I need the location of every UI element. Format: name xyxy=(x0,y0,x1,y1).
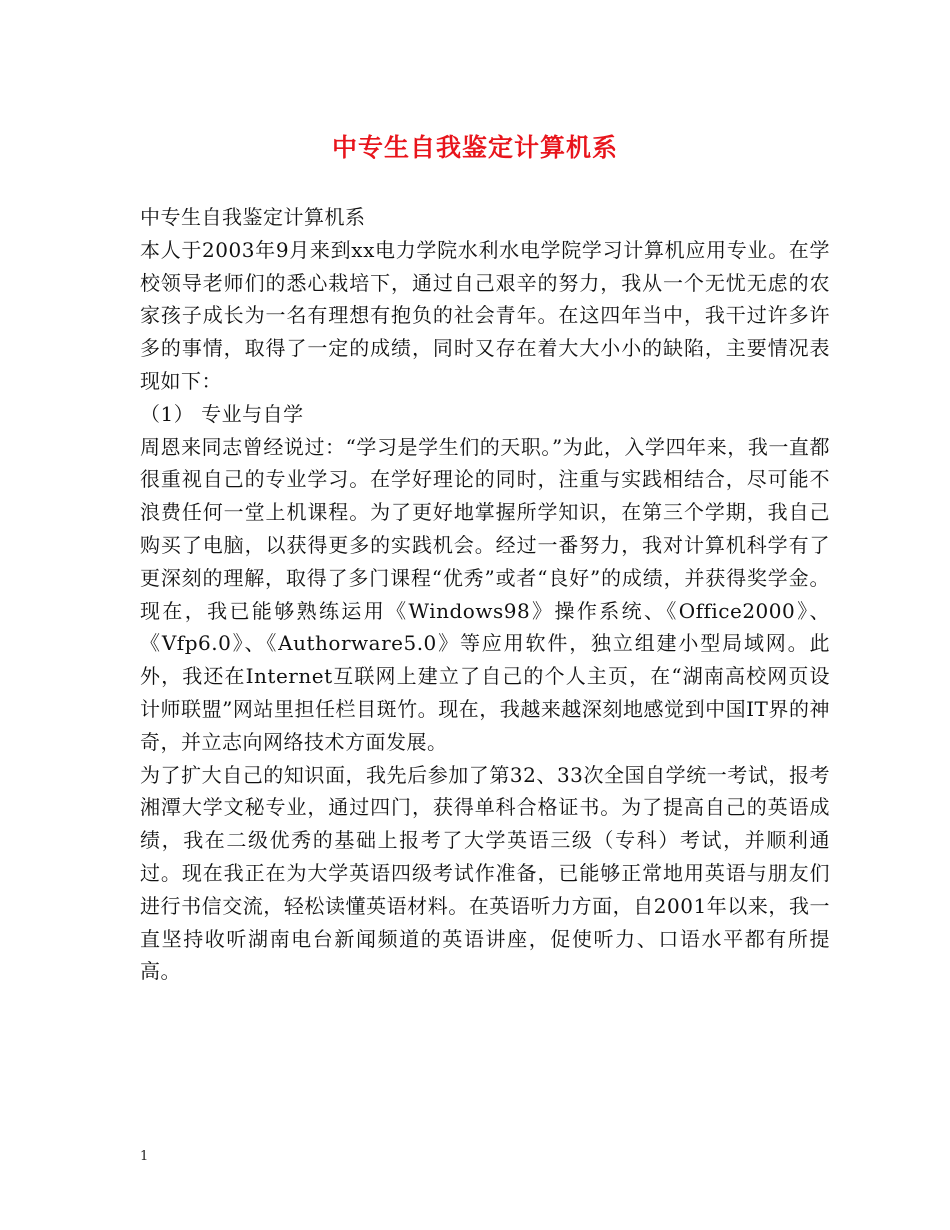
page-number: 1 xyxy=(140,1149,149,1164)
paragraph-intro: 本人于2003年9月来到xx电力学院水利水电学院学习计算机应用专业。在学校领导老师们的悉心栽培下，通过自己艰辛的努力，我从一个无忧无虑的农家孩子成长为一名有理想有抱负的社会青年。在这四年当中，我干过许多许多的事情，取得了一定的成绩，同时又存在着大大小小的缺陷，主要情况表现如下： xyxy=(140,237,830,393)
paragraph-major-study: 周恩来同志曾经说过：“学习是学生们的天职。”为此，入学四年来，我一直都很重视自己的专业学习。在学好理论的同时，注重与实践相结合，尽可能不浪费任何一堂上机课程。为了更好地掌握所学知识，在第三个学期，我自己购买了电脑，以获得更多的实践机会。经过一番努力，我对计算机科学有了更深刻的理解，取得了多门课程“优秀”或者“良好”的成绩，并获得奖学金。现在，我已能够熟练运用《Windows98》操作系统、《Office2000》、《Vfp6.0》、《Authorware5.0》等应用软件，独立组建小型局域网。此外，我还在Internet互联网上建立了自己的个人主页，在“湖南高校网页设计师联盟”网站里担任栏目斑竹。现在，我越来越深刻地感觉到中国IT界的神奇，并立志向网络技术方面发展。 xyxy=(140,434,830,754)
paragraph-heading: 中专生自我鉴定计算机系 xyxy=(140,205,366,229)
paragraph-self-study: 为了扩大自己的知识面，我先后参加了第32、33次全国自学统一考试，报考湘潭大学文秘专业，通过四门，获得单科合格证书。为了提高自己的英语成绩，我在二级优秀的基础上报考了大学英语三级（专科）考试，并顺利通过。现在我正在为大学英语四级考试作准备，已能够正常地用英语与朋友们进行书信交流，轻松读懂英语材料。在英语听力方面，自2001年以来，我一直坚持收听湖南电台新闻频道的英语讲座，促使听力、口语水平都有所提高。 xyxy=(140,762,830,984)
document-title: 中专生自我鉴定计算机系 xyxy=(331,133,618,162)
section-heading-major-and-self-study: （1） 专业与自学 xyxy=(140,401,304,426)
document-body xyxy=(140,201,830,988)
